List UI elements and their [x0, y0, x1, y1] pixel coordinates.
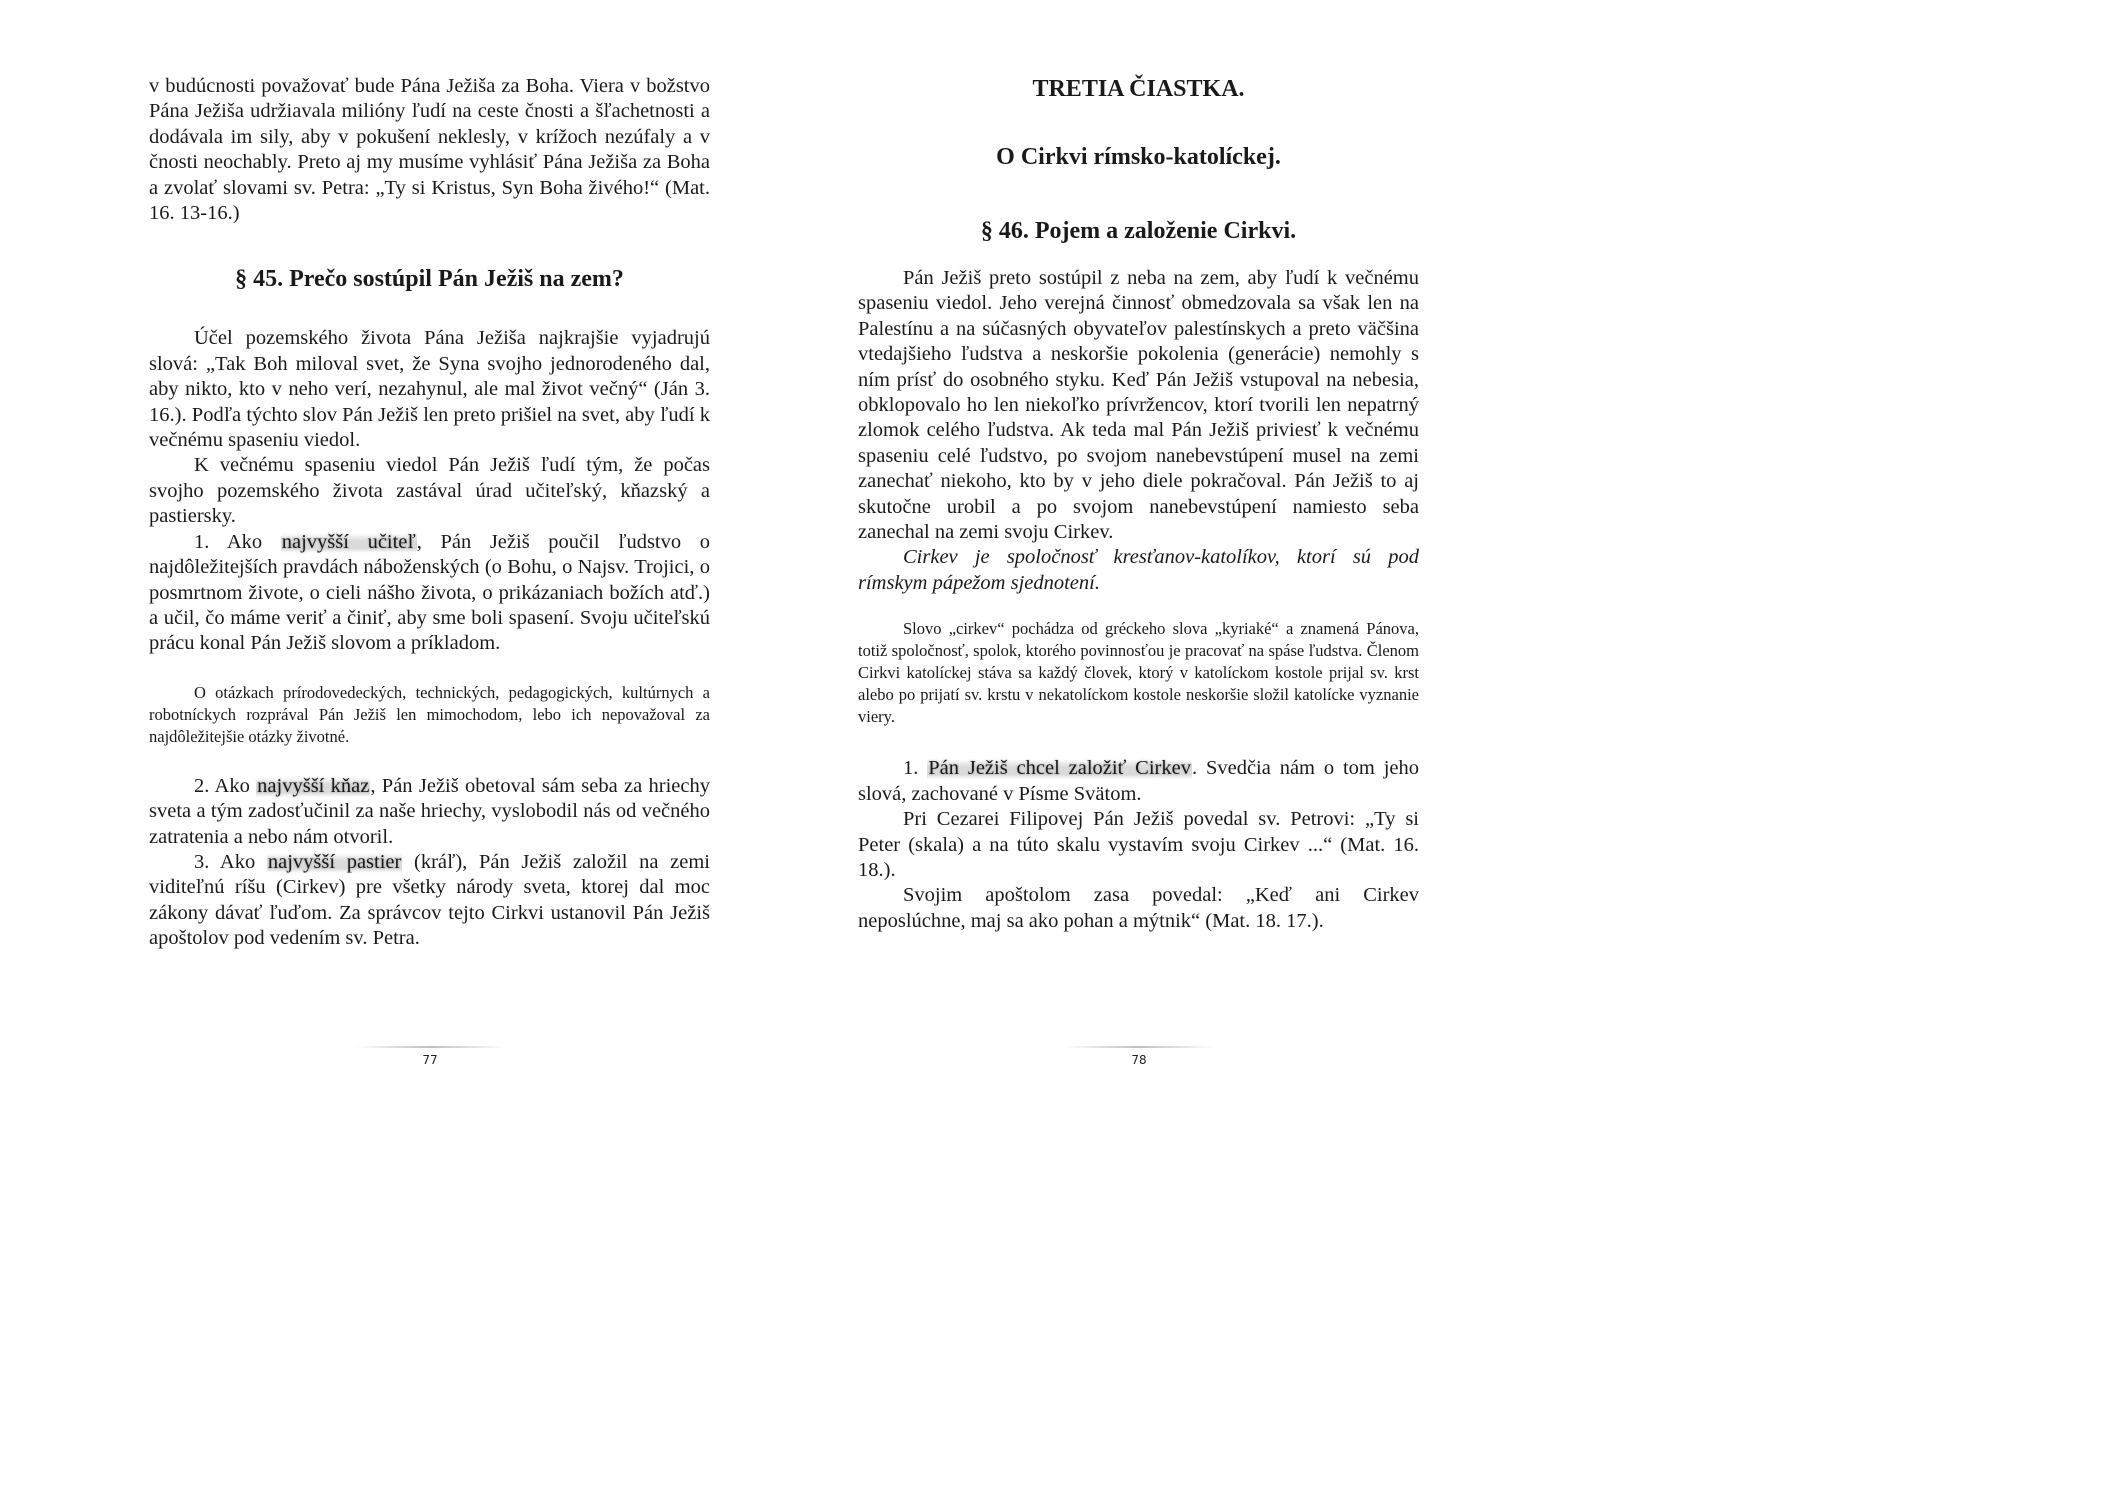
chapter-title: O Cirkvi rímsko-katolíckej.: [996, 144, 1281, 170]
right-page: [774, 0, 1548, 1100]
paragraph: Pán Ježiš preto sostúpil z neba na zem, aby ľudí k večnému spaseniu viedol. Jeho verejná činnosť obmedzovala sa však len na Palestínu a na súčasných obyvateľov palestínskych a preto väčšina vtedajšieho ľudstva a neskoršie pokolenia (generácie) nemohly s ním prísť do osobného styku. Keď Pán Ježiš vstupoval na nebesia, obklopovalo ho len niekoľko prívržencov, ktorí tvorili len nepatrný zlomok celého ľudstva. Ak teda mal Pán Ježiš priviesť k večnému spaseniu celé ľudstvo, po svojom nanebevstúpení musel na zemi zanechať niekoho, kto by v jeho diele pokračoval. Pán Ježiš to aj skutočne urobil a po svojom nanebevstúpení namiesto seba zanechal na zemi svoju Cirkev.: [858, 267, 1419, 544]
highlighted-term: najvyšší kňaz: [257, 774, 370, 797]
section-title-46: § 46. Pojem a založenie Cirkvi.: [980, 218, 1297, 244]
paragraph: Pri Cezarei Filipovej Pán Ježiš povedal sv. Petrovi: „Ty si Peter (skala) a na túto skalu vystavím svoju Cirkev ...“ (Mat. 16. 18.).: [858, 808, 1419, 881]
part-title: TRETIA ČIASTKA.: [1032, 76, 1245, 102]
left-text-column: [149, 74, 710, 952]
left-page: [0, 0, 774, 1100]
footer-divider: [355, 1046, 505, 1048]
footnote: O otázkach prírodovedeckých, technických, pedagogických, kultúrnych a robotníckych rozprával Pán Ježiš len mimochodom, lebo ich nepovažoval za najdôležitejšie otázky životné.: [149, 682, 710, 746]
page-footer: [330, 1046, 530, 1067]
paragraph: K večnému spaseniu viedol Pán Ježiš ľudí tým, že počas svojho pozemského života zastával úrad učiteľský, kňazský a pastiersky.: [149, 454, 710, 528]
footer-divider: [1064, 1046, 1214, 1048]
definition-paragraph: Cirkev je spoločnosť kresťanov-katolíkov, ktorí sú pod rímskym pápežom sjednotení.: [858, 546, 1419, 594]
intro-paragraph: v budúcnosti považovať bude Pána Ježiša za Boha. Viera v božstvo Pána Ježiša udržiavala milióny ľudí na ceste čnosti a šľachetnosti a dodávala im sily, aby v pokušení neklesly, v krížoch nezúfaly a v čnosti neochably. Preto aj my musíme vyhlásiť Pána Ježiša za Boha a zvolať slovami sv. Petra: „Ty si Kristus, Syn Boha živého!“ (Mat. 16. 13-16.): [149, 75, 710, 225]
section-title-45: § 45. Prečo sostúpil Pán Ježiš na zem?: [235, 266, 624, 293]
paragraph: Svojim apoštolom zasa povedal: „Keď ani Cirkev neposlúchne, maj sa ako pohan a mýtnik“ (Mat. 18. 17.).: [858, 884, 1419, 932]
paragraph: 1. Ako najvyšší učiteľ, Pán Ježiš poučil ľudstvo o najdôležitejších pravdách náboženských (o Bohu, o Najsv. Trojici, o posmrtnom živote, o cieli nášho života, o prikázaniach božích atď.) a učil, čo máme veriť a činiť, aby sme boli spasení. Svoju učiteľskú prácu konal Pán Ježiš slovom a príkladom.: [149, 530, 710, 655]
footnote: Slovo „cirkev“ pochádza od gréckeho slova „kyriaké“ a znamená Pánova, totiž spoločnosť, spolok, ktorého povinnosťou je pracovať na spáse ľudstva. Členom Cirkvi katolíckej stáva sa každý človek, ktorý v katolíckom kostole prijal sv. krst alebo po prijatí sv. krstu v nekatolíckom kostole neskoršie složil katolícke vyznanie viery.: [858, 619, 1419, 727]
right-text-column: [858, 74, 1419, 934]
page-number: 78: [1131, 1053, 1147, 1067]
highlighted-term: Pán Ježiš chcel založiť Cirkev: [928, 757, 1191, 780]
paragraph: 2. Ako najvyšší kňaz, Pán Ježiš obetoval sám seba za hriechy sveta a tým zadosťučinil za naše hriechy, vyslobodil nás od večného zatratenia a nebo nám otvoril.: [149, 774, 710, 848]
highlighted-term: najvyšší pastier: [267, 850, 402, 873]
page-number: 77: [422, 1053, 438, 1067]
paragraph: 3. Ako najvyšší pastier (kráľ), Pán Ježiš založil na zemi viditeľnú ríšu (Cirkev) pre všetky národy sveta, ktorej dal moc zákony dávať ľuďom. Za správcov tejto Cirkvi ustanovil Pán Ježiš apoštolov pod vedením sv. Petra.: [149, 850, 710, 950]
paragraph: Účel pozemského života Pána Ježiša najkrajšie vyjadrujú slová: „Tak Boh miloval svet, že Syna svojho jednorodeného dal, aby nikto, kto v neho verí, nezahynul, ale mal život večný“ (Ján 3. 16.). Podľa týchto slov Pán Ježiš len preto prišiel na svet, aby ľudí k večnému spaseniu viedol.: [149, 327, 710, 452]
highlighted-term: najvyšší učiteľ: [281, 530, 416, 553]
page-footer: [1039, 1046, 1239, 1067]
paragraph: 1. Pán Ježiš chcel založiť Cirkev. Svedčia nám o tom jeho slová, zachované v Písme Svätom.: [858, 757, 1419, 805]
